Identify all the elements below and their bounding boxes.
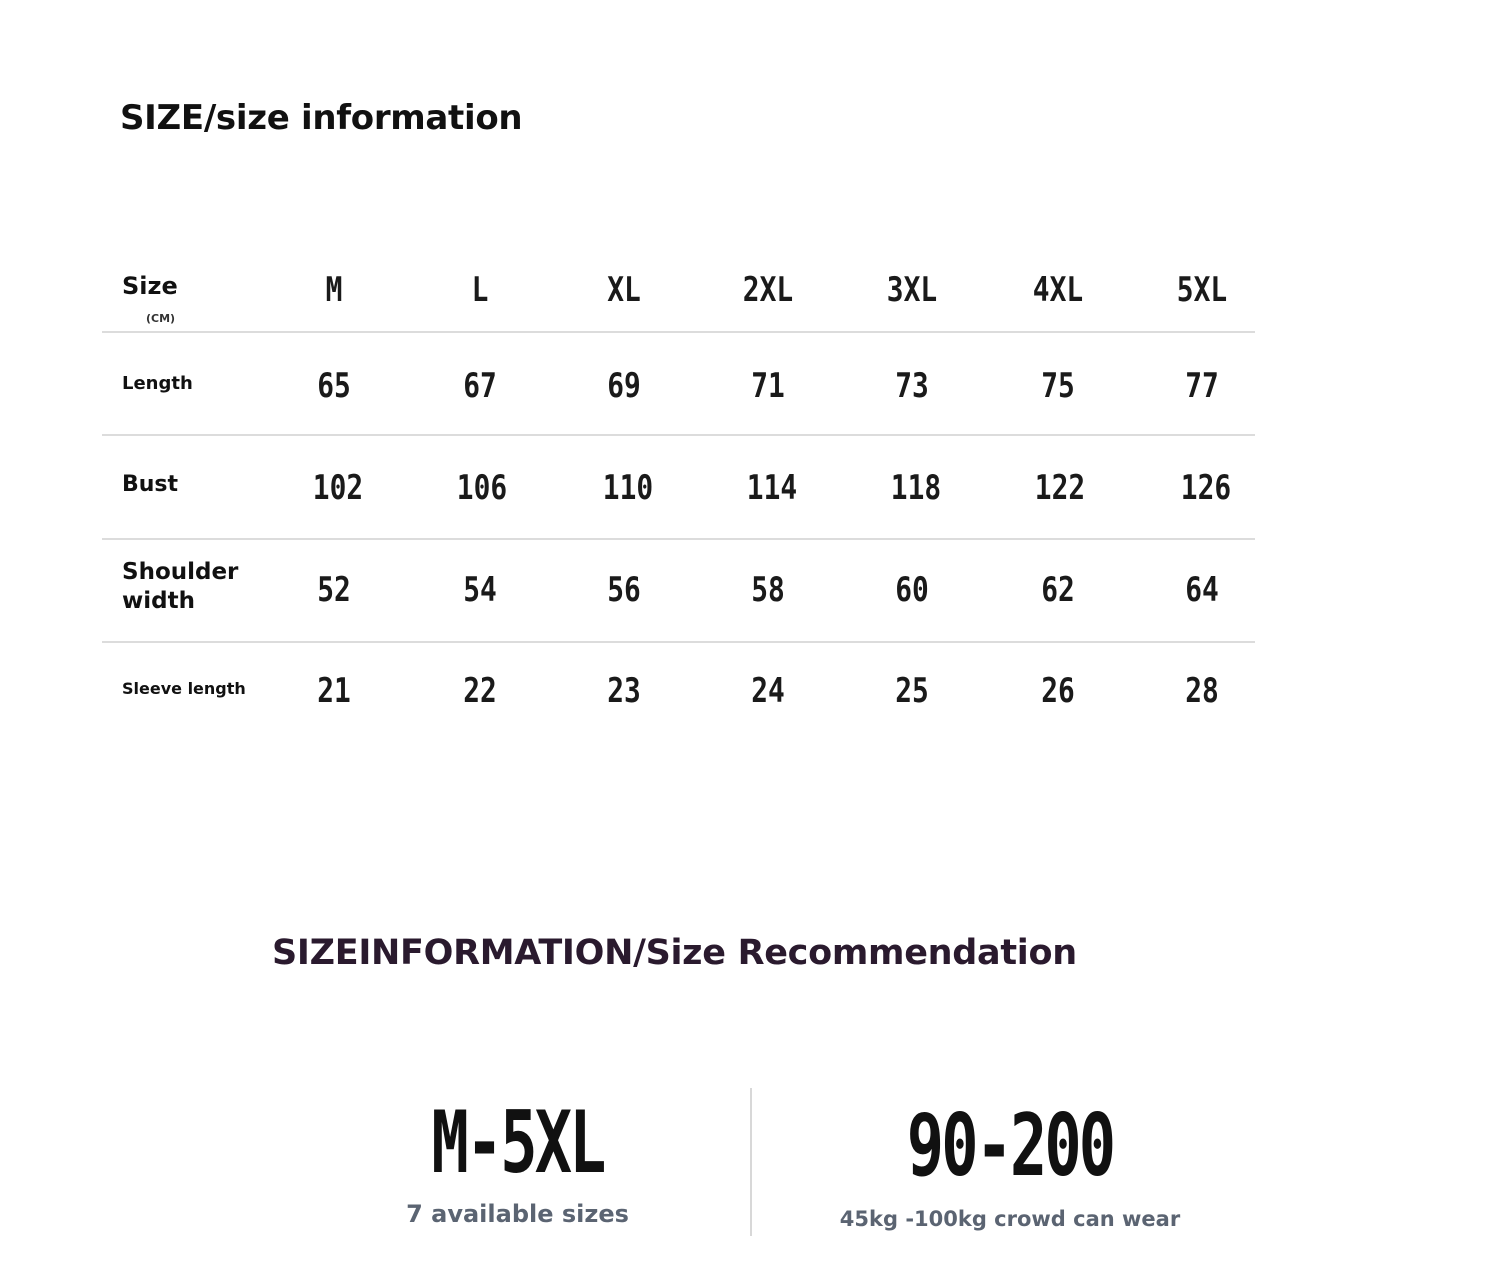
- weight-range-value: 90-200: [906, 1096, 1114, 1196]
- table-cell: 71: [751, 366, 785, 406]
- table-cell: 126: [1180, 468, 1232, 508]
- table-cell: 24: [751, 671, 785, 711]
- table-cell: 75: [1041, 366, 1075, 406]
- size-m: M: [325, 270, 343, 310]
- size-range-value: M-5XL: [431, 1093, 604, 1193]
- size-table: [102, 262, 1255, 733]
- table-cell: 122: [1034, 468, 1086, 508]
- size-l: L: [471, 270, 489, 310]
- table-cell: 67: [463, 366, 497, 406]
- row-label-sleeve-length: Sleeve length: [122, 679, 246, 698]
- unit-label: (CM): [146, 312, 176, 325]
- size-4xl: 4XL: [1032, 270, 1084, 310]
- table-cell: 60: [895, 570, 929, 610]
- table-header-row: [102, 262, 1255, 333]
- row-label-shoulder-width: Shoulder width: [122, 559, 239, 614]
- size-header-label: Size: [122, 272, 178, 300]
- weight-range-caption: 45kg -100kg crowd can wear: [839, 1207, 1181, 1231]
- table-cell: 106: [456, 468, 508, 508]
- table-cell: 73: [895, 366, 929, 406]
- table-cell: 56: [607, 570, 641, 610]
- size-range-stat: [330, 1093, 705, 1228]
- table-cell: 52: [317, 570, 351, 610]
- table-cell: 21: [317, 671, 351, 711]
- table-cell: 25: [895, 671, 929, 711]
- recommendation-title: SIZEINFORMATION/Size Recommendation: [272, 933, 1077, 973]
- table-cell: 26: [1041, 671, 1075, 711]
- table-cell: 118: [890, 468, 942, 508]
- table-cell: 102: [312, 468, 364, 508]
- size-2xl: 2XL: [742, 270, 794, 310]
- table-cell: 65: [317, 366, 351, 406]
- table-cell: 62: [1041, 570, 1075, 610]
- table-cell: 110: [602, 468, 654, 508]
- table-cell: 28: [1185, 671, 1219, 711]
- size-range-caption: 7 available sizes: [406, 1200, 629, 1228]
- row-label-bust: Bust: [122, 472, 179, 497]
- table-cell: 69: [607, 366, 641, 406]
- table-row-sleeve-length: [102, 643, 1255, 733]
- table-cell: 23: [607, 671, 641, 711]
- table-row-length: [102, 333, 1255, 436]
- table-cell: 54: [463, 570, 497, 610]
- weight-range-stat: [830, 1096, 1190, 1231]
- stat-divider: [750, 1088, 752, 1236]
- table-cell: 58: [751, 570, 785, 610]
- size-xl: XL: [607, 270, 641, 310]
- table-cell: 77: [1185, 366, 1219, 406]
- table-cell: 114: [746, 468, 798, 508]
- table-cell: 22: [463, 671, 497, 711]
- size-3xl: 3XL: [886, 270, 938, 310]
- page-title: SIZE/size information: [120, 98, 523, 138]
- size-5xl: 5XL: [1176, 270, 1228, 310]
- row-label-length: Length: [122, 373, 193, 394]
- table-row-shoulder-width: [102, 540, 1255, 643]
- table-row-bust: [102, 436, 1255, 540]
- table-cell: 64: [1185, 570, 1219, 610]
